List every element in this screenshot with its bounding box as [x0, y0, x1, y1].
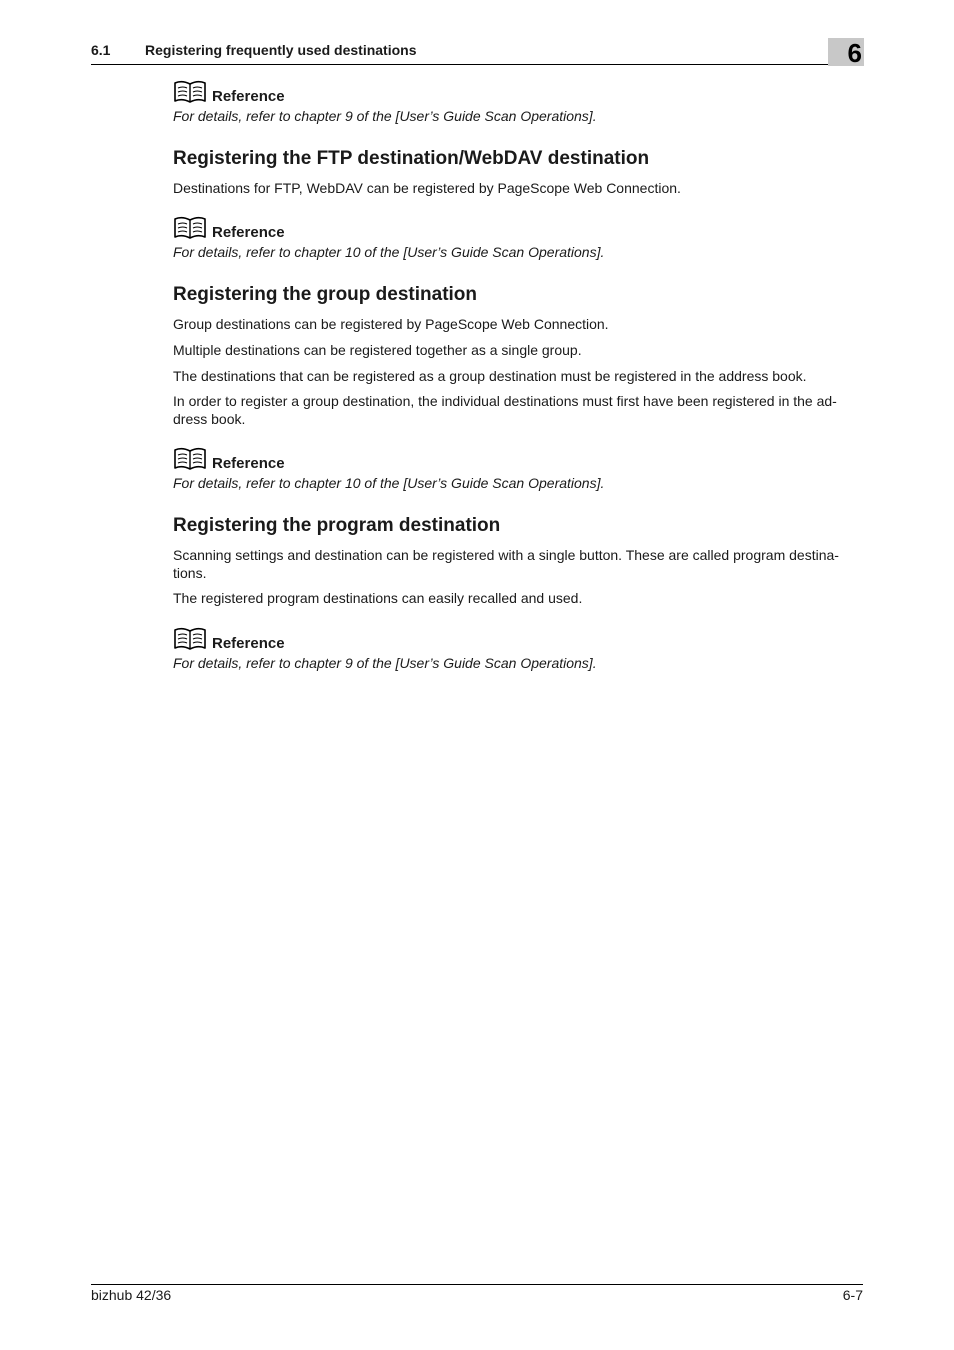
book-icon	[173, 215, 207, 241]
section-title: Registering frequently used destinations	[145, 42, 417, 58]
reference-label: Reference	[212, 88, 285, 105]
book-icon	[173, 79, 207, 105]
page-footer	[91, 1284, 863, 1303]
reference-label: Reference	[212, 635, 285, 652]
paragraph: The registered program destinations can easily recalled and used.	[173, 590, 583, 606]
reference-text: For details, refer to chapter 9 of the [User’s Guide Scan Operations].	[173, 655, 597, 671]
reference-block	[173, 215, 864, 261]
reference-block	[173, 626, 864, 672]
paragraph: Multiple destinations can be registered together as a single group.	[173, 342, 582, 358]
paragraph: Group destinations can be registered by PageScope Web Connection.	[173, 316, 609, 332]
reference-block	[173, 446, 864, 492]
heading-ftp: Registering the FTP destination/WebDAV destination	[173, 148, 650, 169]
footer-rule	[91, 1284, 863, 1285]
reference-label: Reference	[212, 224, 285, 241]
book-icon	[173, 626, 207, 652]
reference-block	[173, 79, 864, 125]
chapter-tab: 6	[828, 38, 864, 66]
paragraph: Scanning settings and destination can be registered with a single button. These are called program destina-tions.	[173, 547, 839, 581]
page-header	[91, 38, 863, 66]
section-number: 6.1	[91, 42, 111, 58]
model-name: bizhub 42/36	[91, 1287, 172, 1303]
reference-text: For details, refer to chapter 9 of the [User’s Guide Scan Operations].	[173, 108, 597, 124]
book-icon	[173, 446, 207, 472]
paragraph: The destinations that can be registered as a group destination must be registered in the address book.	[173, 368, 807, 384]
paragraph: In order to register a group destination, the individual destinations must first have been registered in the ad-dress book.	[173, 393, 837, 427]
heading-group: Registering the group destination	[173, 284, 478, 305]
header-rule	[91, 64, 863, 65]
heading-program: Registering the program destination	[173, 515, 501, 536]
paragraph: Destinations for FTP, WebDAV can be registered by PageScope Web Connection.	[173, 180, 681, 196]
reference-label: Reference	[212, 455, 285, 472]
reference-text: For details, refer to chapter 10 of the [User’s Guide Scan Operations].	[173, 244, 605, 260]
page-number: 6-7	[842, 1287, 863, 1303]
reference-text: For details, refer to chapter 10 of the [User’s Guide Scan Operations].	[173, 475, 605, 491]
